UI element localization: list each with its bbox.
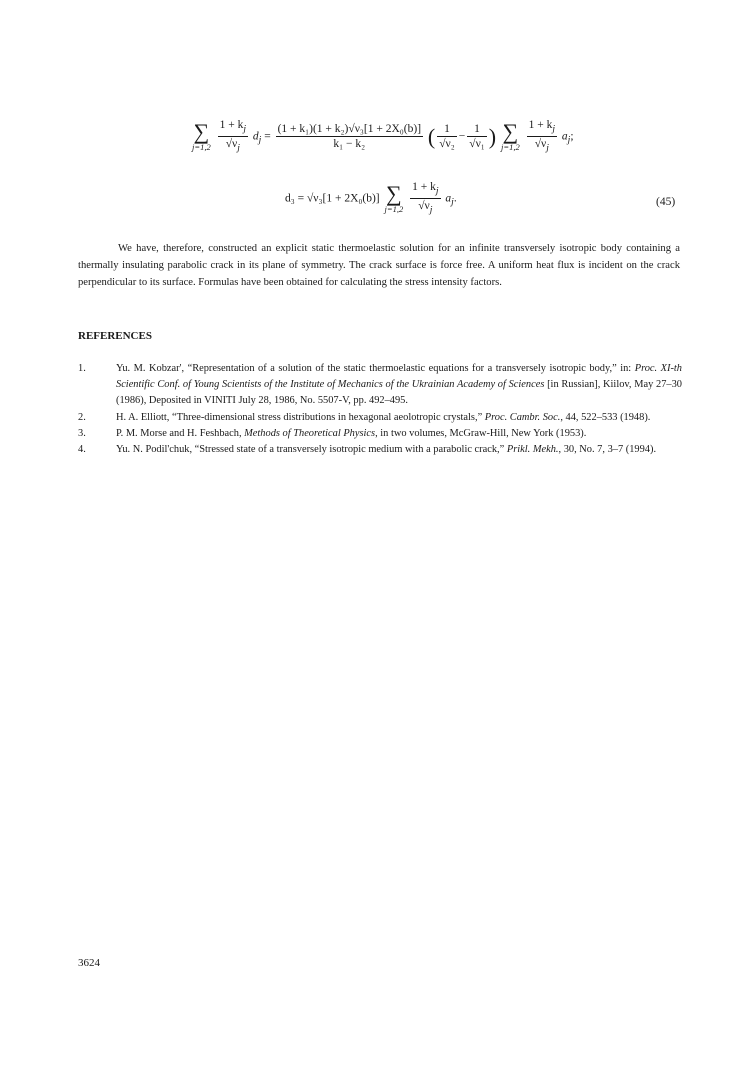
equation-number: (45) [656,196,676,208]
fraction: $\frac{1 + k_j}{√\nu_j}$ [412,181,439,216]
references-heading: REFERENCES [78,330,152,342]
conclusion-paragraph: We have, therefore, constructed an explicit static thermoelastic solution for an infinite transversely isotropic body containing a thermally insulating parabolic crack in its plane of symmetry. The crack surface is force free. A uniform heat flux is incident on the crack perpendicular to its surface. Formulas have been obtained for calculating the stress intensity factors. [78,243,680,288]
fraction: $\frac{\text{(1 + k₁)(1 + k₂)√ν₃[1 + 2X₀(b)]}}{\text{k₁ − k₂}}$ [277,123,422,151]
equation-line-2: d₃ = √ν₃[1 + 2X₀(b)] ∑ j=1,2 $\frac{1 + k_j}{√\nu_j}$ $a_j$. [285,180,457,216]
fraction: $\frac{1 + k_j}{√\nu_j}$ [219,119,247,154]
summation: ∑ j=1,2 [501,118,520,152]
references-list [78,361,682,458]
equation-line-1: ∑ j=1,2 $\frac{1 + k_j}{√\nu_j}$ $d_j$ = $\frac{\text{(1 + k₁)(1 + k₂)√ν₃[1 + 2X₀(b)]}}{\text{k₁ − k₂}}$ ( $\frac{1}{\text{√ν₂}}$ − $\frac{1}{\text{√ν₁}}$ ) ∑ j=1,2 $\frac{1 + k_j}{√\nu_j}$ $a_j$; [192,118,574,154]
fraction: $\frac{1 + k_j}{√\nu_j}$ [528,119,556,154]
fraction: $\frac{1}{\text{√ν₁}}$ [469,123,485,151]
summation: ∑ j=1,2 [384,180,404,214]
reference-item: 1. Yu. M. Kobzar', “Representation of a solution of the static thermoelastic equations for a transversely isotropic body,” in: Proc. XI-th Scientific Conf. of Young Scientists of the Institute of Mechanics of the Ukrainian Academy of Sciences [in Russian], Kiilov, May 27–30 (1986), Deposited in VINITI July 28, 1986, No. 5507-V, pp. 492–495. [78,363,682,407]
summation: ∑ j=1,2 [192,118,211,152]
reference-item: 4. Yu. N. Podil'chuk, “Stressed state of a transversely isotropic medium with a parabolic crack,” Prikl. Mekh., 30, No. 7, 3–7 (1994). [78,444,657,456]
reference-item: 2. H. A. Elliott, “Three-dimensional stress distributions in hexagonal aeolotropic crystals,” Proc. Cambr. Soc., 44, 522–533 (1948). [78,411,651,423]
page-number: 3624 [78,957,100,969]
fraction: $\frac{1}{\text{√ν₂}}$ [439,123,455,151]
reference-item: 3. P. M. Morse and H. Feshbach, Methods of Theoretical Physics, in two volumes, McGraw-Hill, New York (1953). [78,427,587,439]
